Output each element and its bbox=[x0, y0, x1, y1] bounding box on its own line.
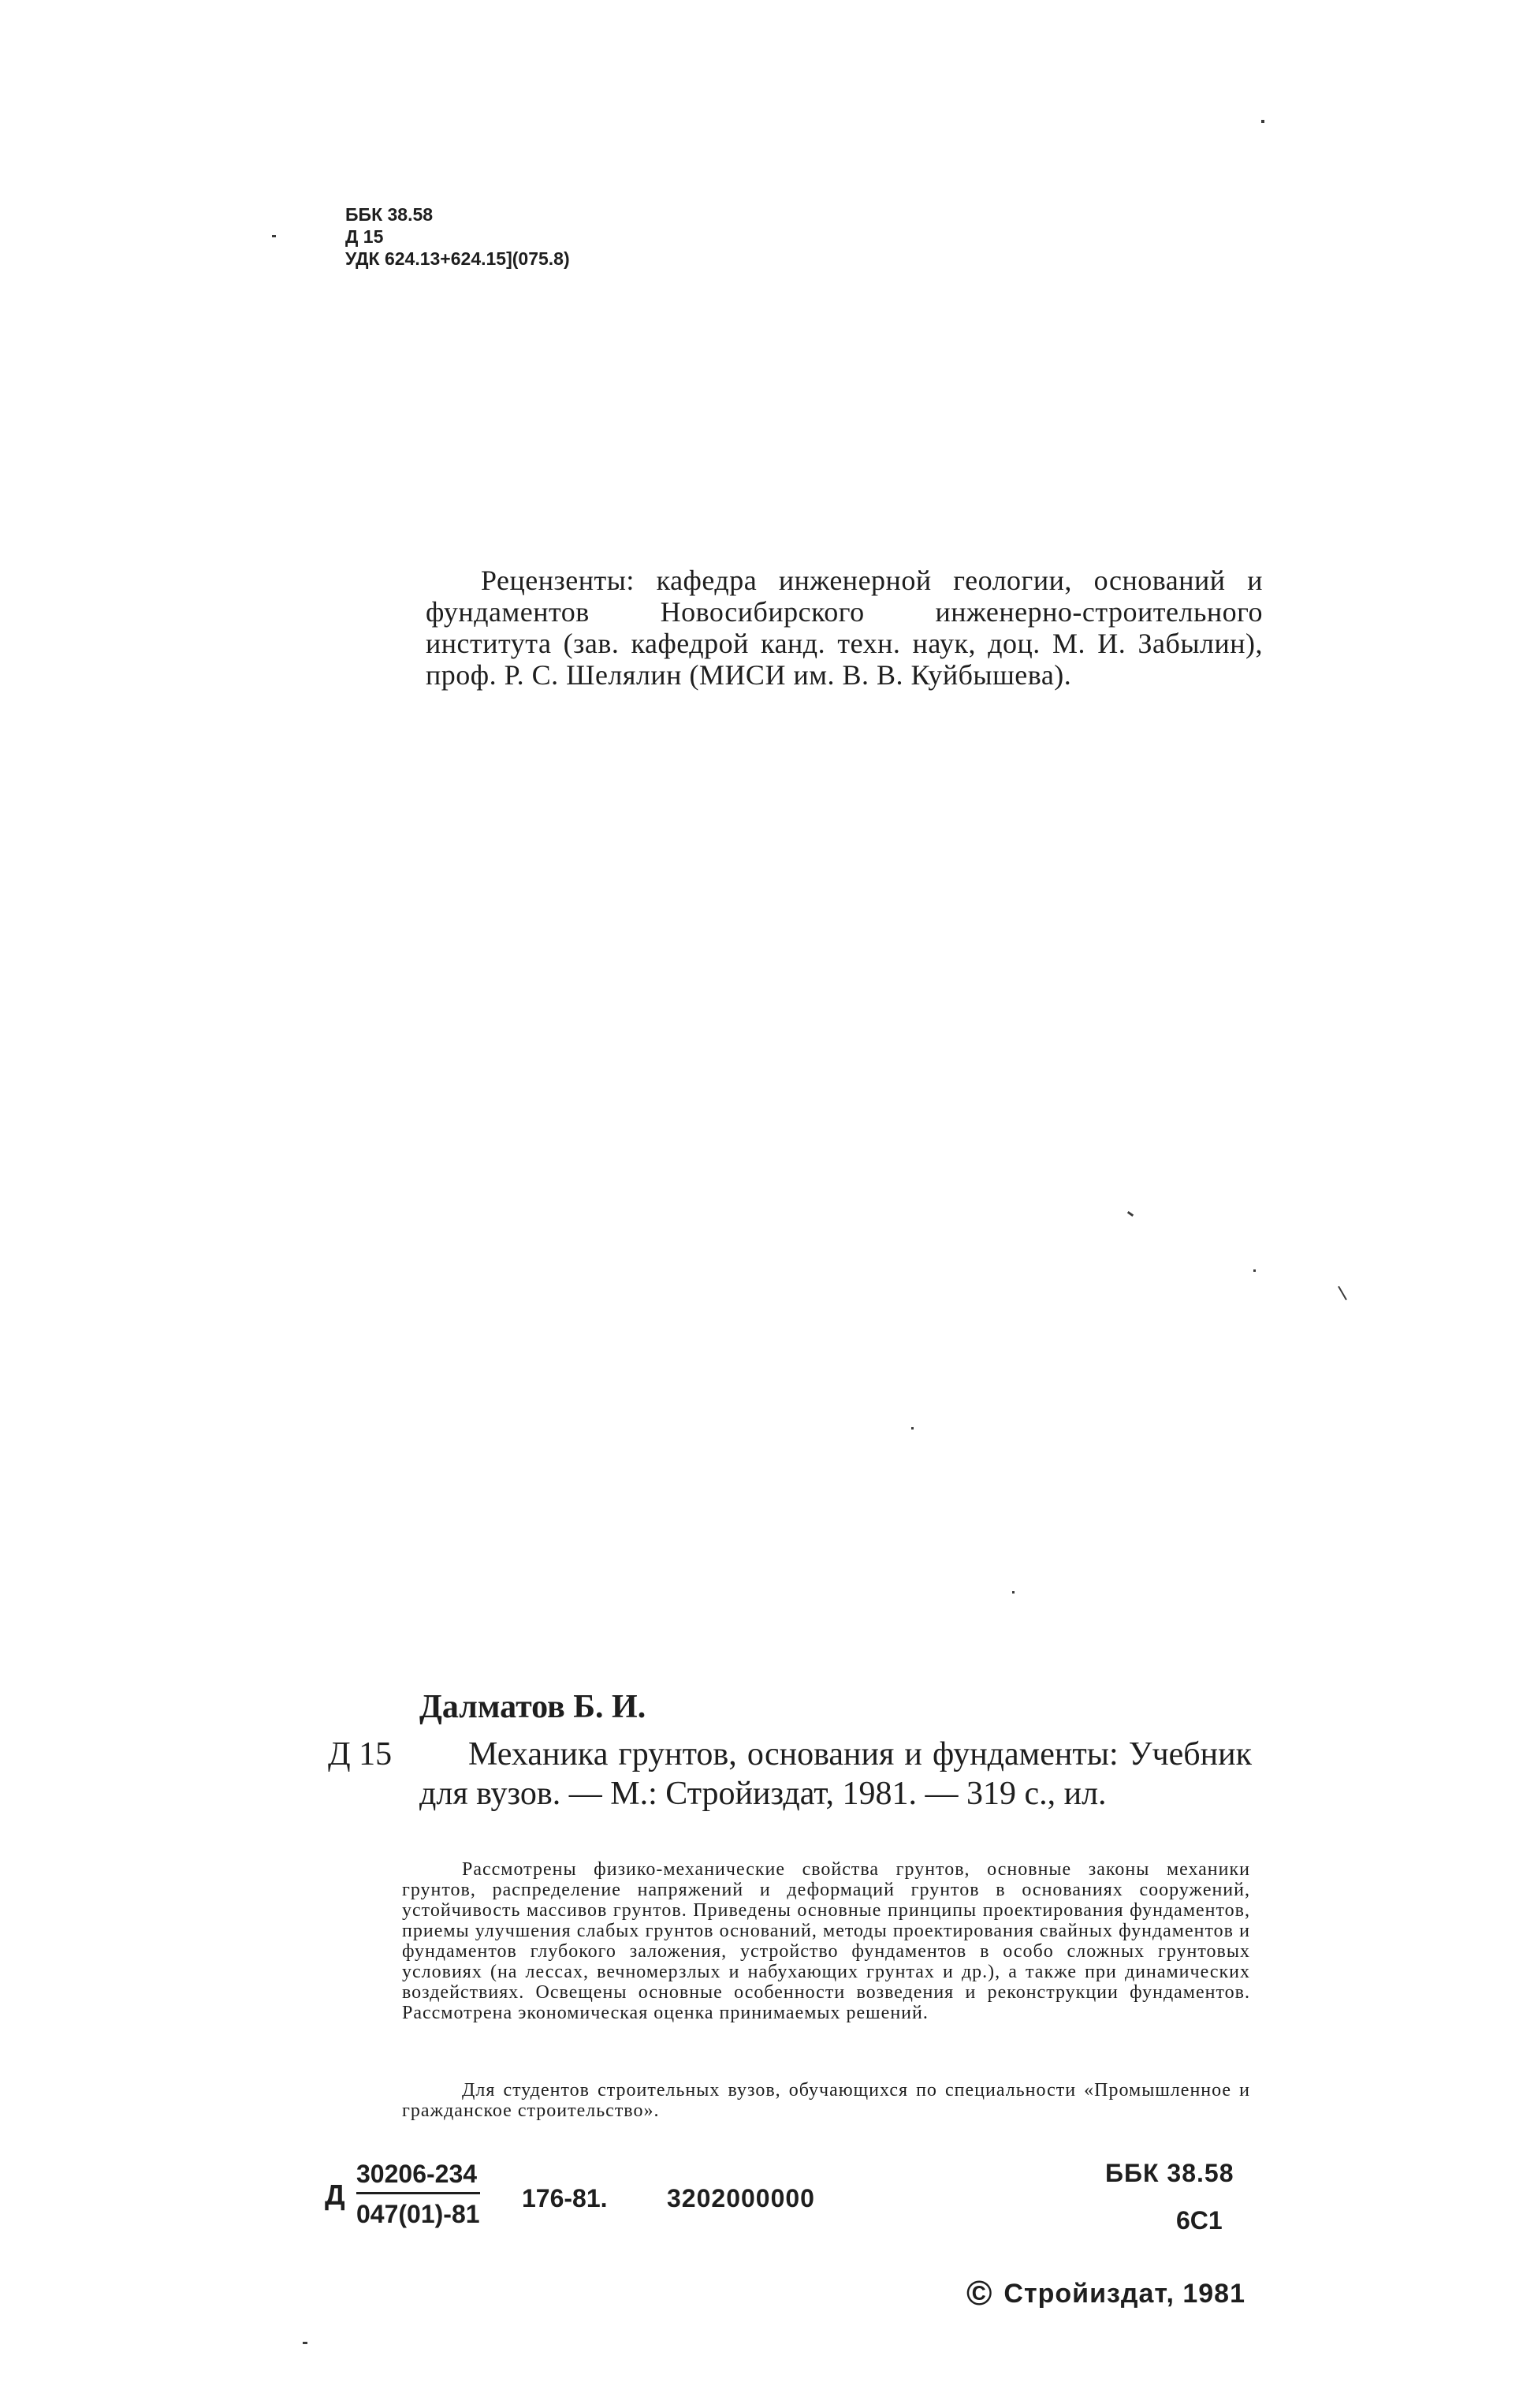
classification-block bbox=[345, 203, 570, 270]
card-author: Далматов Б. И. bbox=[419, 1689, 646, 1725]
bbk-code: ББК 38.58 bbox=[345, 204, 434, 225]
index-letter: Д bbox=[325, 2179, 345, 2211]
index-fraction bbox=[356, 2159, 480, 2229]
scan-speck bbox=[1253, 1269, 1256, 1272]
price-code: 176-81. bbox=[522, 2184, 608, 2212]
scan-speck bbox=[1261, 120, 1264, 123]
scan-speck bbox=[911, 1427, 914, 1430]
author-code: Д 15 bbox=[345, 226, 384, 247]
card-code: Д 15 bbox=[328, 1736, 393, 1772]
copyright-line bbox=[966, 2274, 1245, 2313]
annotation-paragraph: Рассмотрены физико-механические свойства грунтов, основные законы механики грунтов, распределение напряжений и деформаций грунтов в основаниях сооружений, устойчивость массивов грунтов. Приведены основные принципы проектирования фундаментов, приемы улучшения слабых грунтов оснований, методы проектирования свайных фундаментов и фундаментов глубокого заложения, устройство фундаментов в особо сложных грунтовых условиях (на лессах, вечномерзлых и набухающих грунтах и др.), а также при динамических воздействиях. Освещены основные особенности возведения и реконструкции фундаментов. Рассмотрена экономическая оценка принимаемых решений. bbox=[402, 1859, 1250, 2023]
index-numerator: 30206-234 bbox=[356, 2159, 480, 2194]
bbk-right: ББК 38.58 bbox=[1105, 2159, 1234, 2187]
scan-speck bbox=[1127, 1211, 1134, 1217]
scan-speck bbox=[1012, 1591, 1015, 1594]
udk-code: УДК 624.13+624.15](075.8) bbox=[345, 248, 570, 269]
serial-number: 3202000000 bbox=[667, 2184, 815, 2212]
bbk-sub: 6С1 bbox=[1176, 2206, 1223, 2235]
index-denominator: 047(01)-81 bbox=[356, 2200, 480, 2228]
audience-paragraph: Для студентов строительных вузов, обучающихся по специальности «Промышленное и гражданское строительство». bbox=[402, 2080, 1250, 2121]
scan-speck bbox=[1338, 1286, 1347, 1300]
copyright-icon: © bbox=[966, 2274, 993, 2313]
reviewers-paragraph: Рецензенты: кафедра инженерной геологии, оснований и фундаментов Новосибирского инженерно-строительного института (зав. кафедрой канд. техн. наук, доц. М. И. Забылин), проф. Р. С. Шелялин (МИСИ им. В. В. Куйбышева). bbox=[426, 565, 1263, 691]
scan-speck bbox=[303, 2342, 307, 2344]
card-citation: Механика грунтов, основания и фундаменты: Учебник для вузов. — М.: Стройиздат, 1981. — 319 с., ил. bbox=[419, 1736, 1252, 1812]
scan-speck bbox=[272, 235, 276, 237]
copyright-text: Стройиздат, 1981 bbox=[1003, 2279, 1245, 2309]
